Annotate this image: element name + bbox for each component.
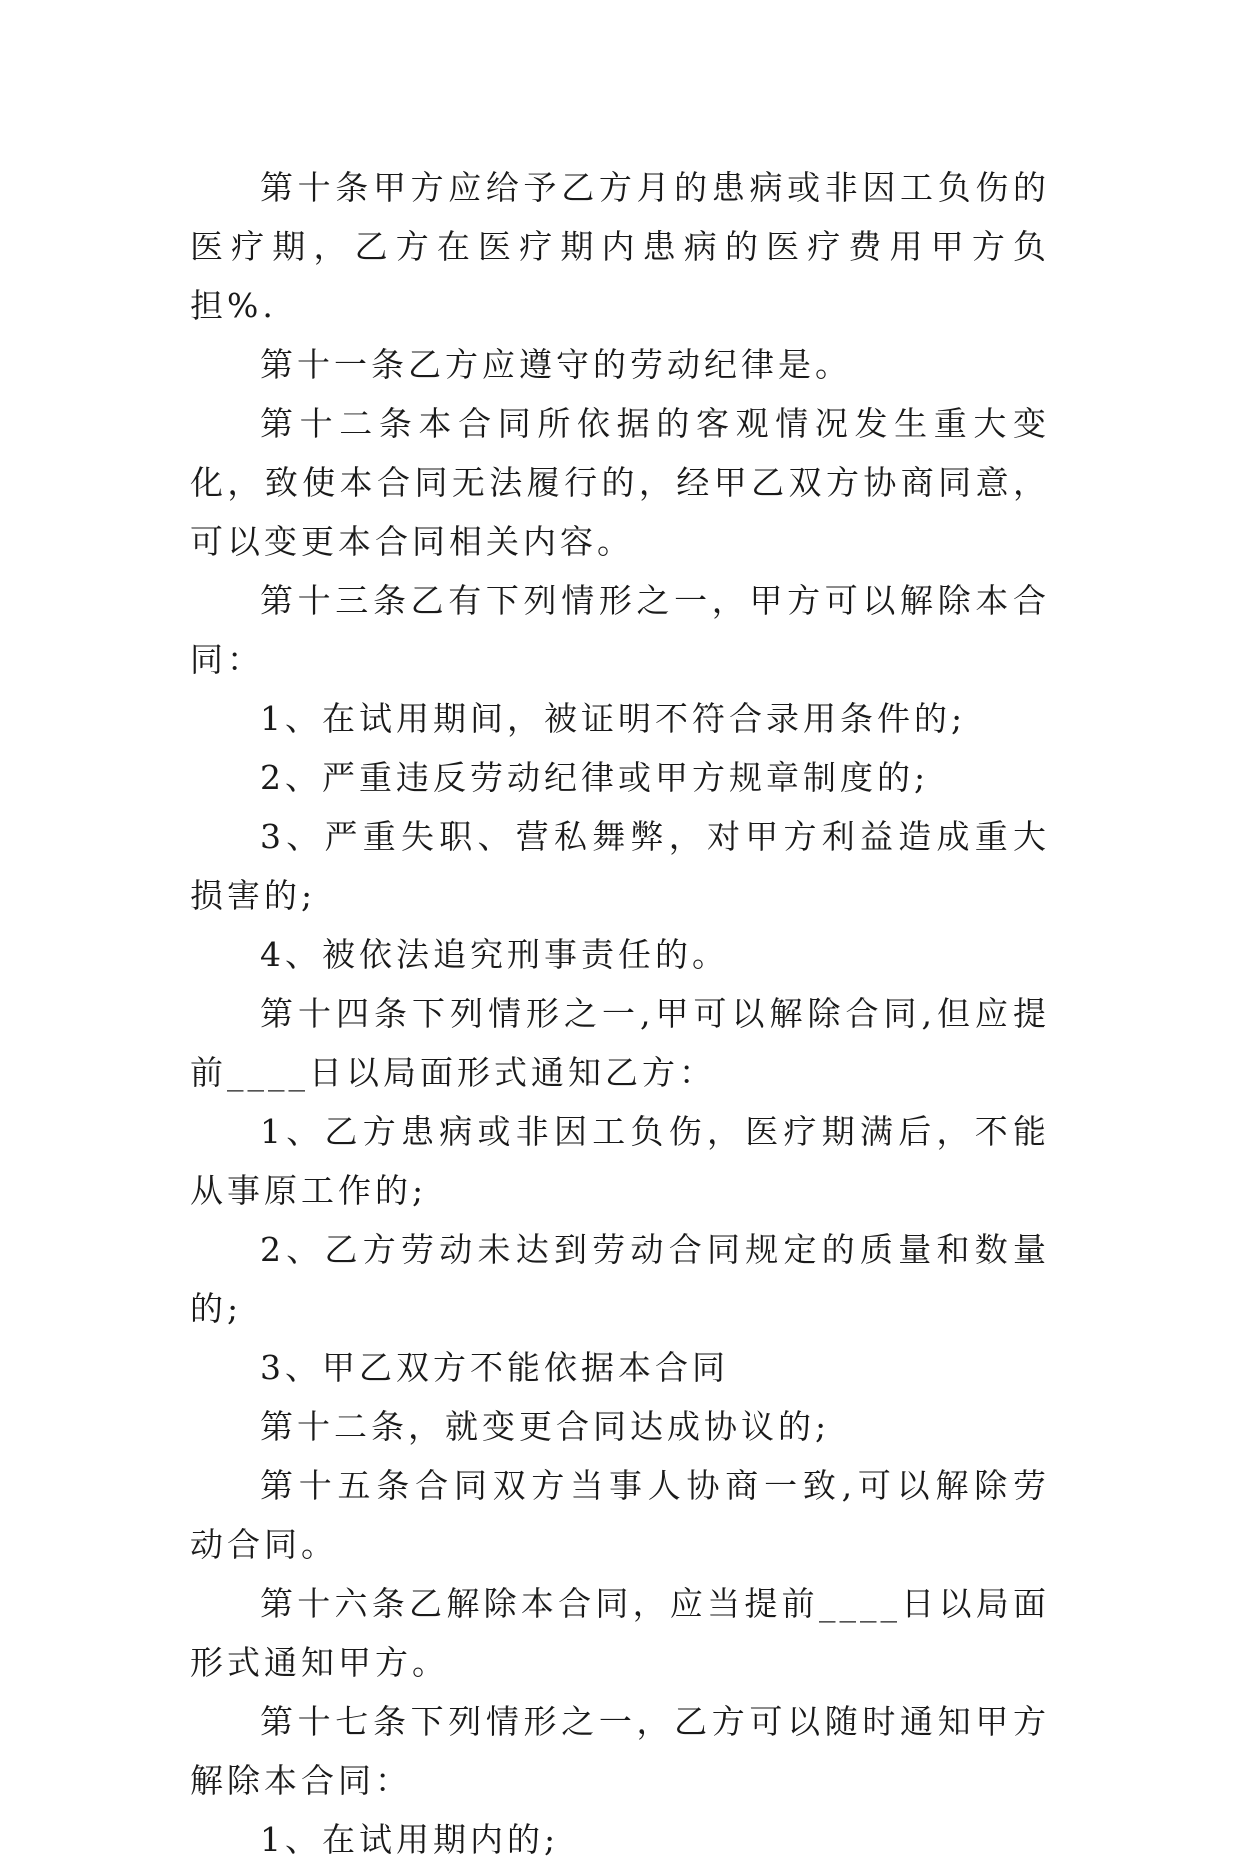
paragraph-article-15: 第十五条合同双方当事人协商一致,可以解除劳动合同。 [190, 1466, 1050, 1564]
list-item-13-1: 1、在试用期间，被证明不符合录用条件的; [260, 699, 967, 738]
document-body [190, 158, 1050, 1869]
list-item-14-1: 1、乙方患病或非因工负伤，医疗期满后，不能从事原工作的; [190, 1112, 1050, 1210]
paragraph-article-14: 第十四条下列情形之一,甲可以解除合同,但应提前____日以局面形式通知乙方： [190, 994, 1050, 1092]
list-item-14-2: 2、乙方劳动未达到劳动合同规定的质量和数量的; [190, 1230, 1050, 1328]
paragraph-article-12: 第十二条本合同所依据的客观情况发生重大变化，致使本合同无法履行的，经甲乙双方协商同意，可以变更本合同相关内容。 [190, 404, 1050, 561]
list-item-17-1: 1、在试用期内的; [260, 1820, 560, 1859]
paragraph-article-17: 第十七条下列情形之一，乙方可以随时通知甲方解除本合同： [190, 1702, 1050, 1800]
list-item-13-2: 2、严重违反劳动纪律或甲方规章制度的; [260, 758, 930, 797]
paragraph-article-10: 第十条甲方应给予乙方月的患病或非因工负伤的医疗期，乙方在医疗期内患病的医疗费用甲方负担%. [190, 168, 1050, 325]
list-item-13-4: 4、被依法追究刑事责任的。 [260, 935, 729, 974]
paragraph-article-12-ref: 第十二条，就变更合同达成协议的; [260, 1407, 831, 1446]
list-item-13-3: 3、严重失职、营私舞弊，对甲方利益造成重大损害的; [190, 817, 1050, 915]
paragraph-article-13: 第十三条乙有下列情形之一，甲方可以解除本合同： [190, 581, 1050, 679]
paragraph-article-16: 第十六条乙解除本合同，应当提前____日以局面形式通知甲方。 [190, 1584, 1050, 1682]
paragraph-article-11: 第十一条乙方应遵守的劳动纪律是。 [260, 345, 852, 384]
list-item-14-3: 3、甲乙双方不能依据本合同 [260, 1348, 729, 1387]
